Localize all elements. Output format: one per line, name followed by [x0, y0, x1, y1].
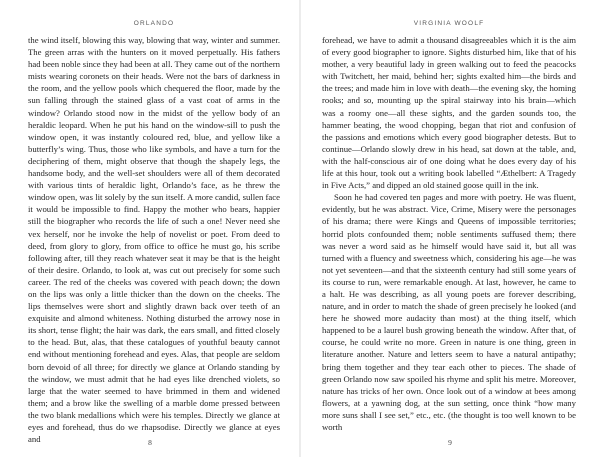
- paragraph: Soon he had covered ten pages and more with poetry. He was fluent, evidently, but he was abstract. Vice, Crime, Misery were the personages of his drama; there were Kings and Queens of impossible territories; horrid plots confounded them; noble sentiments suffused them; there was never a word said as he himself would have said it, but all was turned with a fluency and sweetness which, considering his age—he was not yet seventeen—and that the sixteenth century had still some years of its course to run, were remarkable enough. At last, however, he came to a halt. He was describing, as all young poets are forever describing, nature, and in order to match the shade of green precisely he looked (and here he showed more audacity than most) at the thing itself, which happened to be a laurel bush growing beneath the window. After that, of course, he could write no more. Green in nature is one thing, green in literature another. Nature and letters seem to have a natural antipathy; bring them together and they tear each other to pieces. The shade of green Orlando now saw spoiled his rhyme and split his metre. Moreover, nature has tricks of her own. Once look out of a window at bees among flowers, at a yawning dog, at the sun setting, once think “how many more suns shall I see set,” etc., etc. (the thought is too well known to be worth: [322, 192, 576, 432]
- paragraph: the wind itself, blowing this way, blowing that way, winter and summer. The green arras with the hunters on it moved perpetually. His fathers had been noble since they had been at all. They came out of the northern mists wearing coronets on their heads. Were not the bars of darkness in the room, and the yellow pools which chequered the floor, made by the sun falling through the stained glass of a vast coat of arms in the window? Orlando stood now in the midst of the yellow body of an heraldic leopard. When he put his hand on the window-sill to push the window open, it was instantly coloured red, blue, and yellow like a butterfly’s wing. Thus, those who like symbols, and have a turn for the deciphering of them, might observe that though the shapely legs, the handsome body, and the well-set shoulders were all of them decorated with various tints of heraldic light, Orlando’s face, as he threw the window open, was lit solely by the sun itself. A more candid, sullen face it would be impossible to find. Happy the mother who bears, happier still the biographer who records the life of such a one! Never need she vex herself, nor he invoke the help of novelist or poet. From deed to deed, from glory to glory, from office to office he must go, his scribe following after, till they reach whatever seat it may be that is the height of their desire. Orlando, to look at, was cut out precisely for some such career. The red of the cheeks was covered with peach down; the down on the lips was only a little thicker than the down on the cheeks. The lips themselves were short and slightly drawn back over teeth of an exquisite and almond whiteness. Nothing disturbed the arrowy nose in its short, tense flight; the hair was dark, the ears small, and fitted closely to the head. But, alas, that these catalogues of youthful beauty cannot end without mentioning forehead and eyes. Alas, that people are seldom born devoid of all three; for directly we glance at Orlando standing by the window, we must admit that he had eyes like drenched violets, so large that the water seemed to have brimmed in them and widened them; and a brow like the swelling of a marble dome pressed between the two blank medallions which were his temples. Directly we glance at eyes and forehead, thus do we rhapsodise. Directly we glance at eyes and: [28, 35, 280, 445]
- left-page-body: [28, 34, 280, 445]
- right-page: [300, 0, 600, 457]
- page-number: 9: [448, 438, 452, 447]
- paragraph: forehead, we have to admit a thousand disagreeables which it is the aim of every good biographer to ignore. Sights disturbed him, like that of his mother, a very beautiful lady in green walking out to feed the peacocks with Twitchett, her maid, behind her; sights exalted him—the birds and the trees; and made him in love with death—the evening sky, the homing rooks; and so, mounting up the spiral stairway into his brain—which was a roomy one—all these sights, and the garden sounds too, the hammer beating, the wood chopping, began that riot and confusion of the passions and emotions which every good biographer detests. But to continue—Orlando slowly drew in his head, sat down at the table, and, with the half-conscious air of one doing what he does every day of his life at this hour, took out a writing book labelled “Æthelbert: A Tragedy in Five Acts,” and dipped an old stained goose quill in the ink.: [322, 35, 576, 191]
- page-number: 8: [148, 438, 152, 447]
- right-page-body: [322, 34, 576, 433]
- running-head-author: VIRGINIA WOOLF: [413, 20, 485, 27]
- running-head-book-title: ORLANDO: [133, 20, 175, 27]
